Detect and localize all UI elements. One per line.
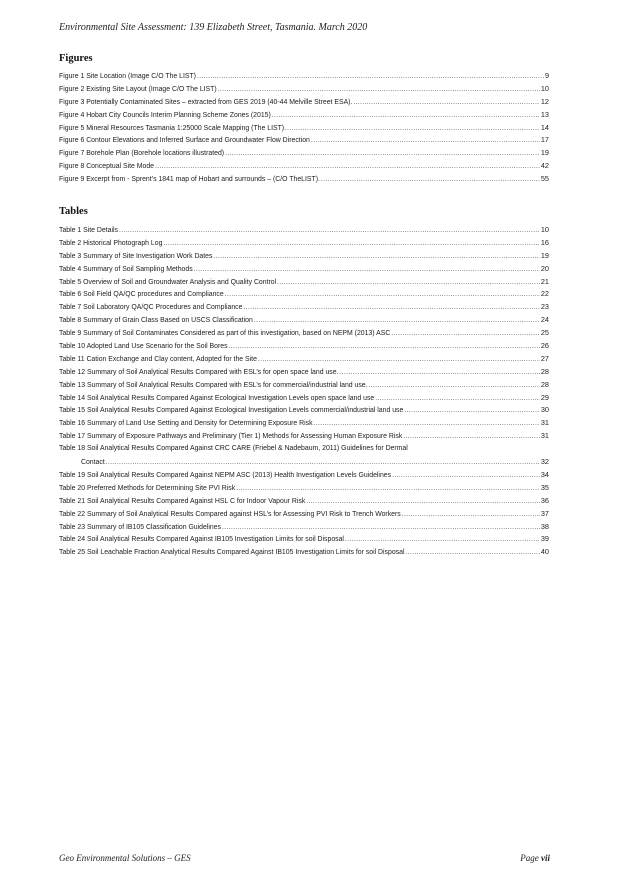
dot-leader (402, 509, 540, 522)
dot-leader (119, 225, 540, 238)
toc-entry-link[interactable] (59, 70, 549, 83)
toc-entry-page: 19 (540, 148, 549, 158)
toc-entry-link[interactable] (59, 288, 549, 301)
toc-entry-label: Table 8 Summary of Grain Class Based on USCS Classification (59, 317, 253, 325)
toc-entry-link[interactable] (59, 327, 549, 340)
dot-leader (225, 289, 540, 302)
footer-page-prefix: Page (520, 853, 539, 863)
toc-entry-label: Table 3 Summary of Site Investigation Work Dates (59, 252, 213, 260)
dot-leader (218, 84, 540, 97)
dot-leader (353, 97, 540, 110)
toc-entry-page: 31 (540, 431, 549, 441)
toc-entry-link[interactable] (59, 134, 549, 147)
toc-entry-link[interactable] (59, 340, 549, 353)
toc-entry-page: 28 (540, 366, 549, 376)
toc-entry-page: 28 (540, 379, 549, 389)
toc-entry-label: Figure 9 Excerpt from - Sprent’s 1841 map of Hobart and surrounds – (C/O TheLIST). (59, 176, 320, 184)
toc-entry-label: Table 9 Summary of Soil Contaminates Considered as part of this investigation, based on NEPM (2013) ASC (59, 330, 391, 338)
toc-entry-label: Table 7 Soil Laboratory QA/QC Procedures and Compliance (59, 304, 243, 312)
dot-leader (392, 470, 540, 483)
toc-entry-link[interactable] (59, 379, 549, 392)
toc-entry-label: Table 6 Soil Field QA/QC procedures and Compliance (59, 291, 224, 299)
toc-entry-link[interactable] (59, 521, 549, 534)
toc-entry-page: 32 (540, 457, 549, 467)
toc-entry-label: Table 13 Summary of Soil Analytical Results Compared with ESL’s for commercial/industrial land use. (59, 381, 368, 389)
footer-page-number (520, 853, 550, 863)
toc-entry-label: Table 11 Cation Exchange and Clay content, Adopted for the Site (59, 355, 257, 363)
dot-leader (404, 405, 540, 418)
toc-entry-label: Table 1 Site Details (59, 227, 118, 234)
toc-entry-link[interactable] (59, 173, 549, 186)
toc-entry-link[interactable] (59, 404, 549, 417)
toc-entry-label: Figure 2 Existing Site Layout (Image C/O The LIST) (59, 85, 217, 93)
dot-leader (225, 148, 540, 161)
dot-leader (229, 341, 540, 354)
toc-entry-link[interactable] (59, 546, 549, 559)
dot-leader (321, 174, 540, 187)
dot-leader (345, 534, 540, 547)
toc-entry-label: Table 22 Summary of Soil Analytical Results Compared against HSL’s for Assessing PVI Risk to Trench Workers (59, 510, 401, 518)
toc-entry-link[interactable] (59, 301, 549, 314)
toc-entry-label: Table 14 Soil Analytical Results Compared Against Ecological Investigation Levels open space land use (59, 394, 375, 402)
toc-entry-link[interactable] (59, 276, 549, 289)
tables-heading: Tables (59, 206, 88, 217)
toc-entry-link[interactable] (59, 392, 549, 405)
toc-entry-page: 36 (540, 495, 549, 505)
toc-entry-label: Table 2 Historical Photograph Log (59, 239, 163, 247)
toc-entry-link[interactable] (59, 122, 549, 135)
page-header: Environmental Site Assessment: 139 Elizabeth Street, Tasmania. March 2020 (59, 22, 368, 33)
dot-leader (243, 302, 539, 315)
toc-entry-link[interactable] (59, 469, 549, 482)
toc-entry-page: 10 (540, 83, 549, 93)
toc-entry-page: 25 (540, 328, 549, 338)
dot-leader (163, 238, 539, 251)
toc-entry-page: 21 (540, 276, 549, 286)
dot-leader (197, 71, 544, 84)
toc-entry-page: 19 (540, 250, 549, 260)
toc-entry-page: 34 (540, 469, 549, 479)
toc-entry-label: Table 25 Soil Leachable Fraction Analytical Results Compared Against IB105 Investigation Limits for soil Disposal (59, 549, 405, 557)
toc-entry-page: 35 (540, 482, 549, 492)
toc-entry-link[interactable] (59, 508, 549, 521)
toc-entry-label: Table 24 Soil Analytical Results Compared Against IB105 Investigation Limits for soil Disposal (59, 536, 344, 544)
dot-leader (254, 315, 540, 328)
toc-entry-label: Table 20 Preferred Methods for Determining Site PVI Risk (59, 484, 236, 492)
toc-entry-label-continued: Contact (81, 459, 105, 467)
toc-entry-page: 20 (540, 263, 549, 273)
toc-entry-page: 37 (540, 508, 549, 518)
toc-entry-link[interactable] (59, 366, 549, 379)
dot-leader (222, 522, 540, 535)
toc-entry-label: Figure 8 Conceptual Site Mode (59, 163, 154, 171)
toc-entry-page: 12 (540, 96, 549, 106)
toc-entry-page: 29 (540, 392, 549, 402)
toc-entry-link[interactable] (59, 533, 549, 546)
toc-entry-link[interactable] (59, 237, 549, 250)
toc-entry-link[interactable] (59, 109, 549, 122)
toc-entry-page: 23 (540, 302, 549, 312)
toc-entry-page: 42 (540, 161, 549, 171)
dot-leader (391, 328, 540, 341)
toc-entry-page: 39 (540, 534, 549, 544)
footer-page-value: vii (541, 853, 550, 863)
footer-company: Geo Environmental Solutions – GES (59, 853, 191, 863)
toc-entry-label: Figure 6 Contour Elevations and Inferred Surface and Groundwater Flow Direction (59, 137, 310, 145)
dot-leader (194, 264, 540, 277)
figures-list (59, 70, 549, 186)
toc-entry-label: Figure 3 Potentially Contaminated Sites – extracted from GES 2019 (40-44 Melville Street ESA). (59, 98, 353, 106)
dot-leader (277, 277, 540, 290)
toc-entry-link[interactable] (59, 250, 549, 263)
dot-leader (339, 367, 539, 380)
toc-entry-link[interactable] (59, 430, 549, 443)
toc-entry-link[interactable] (59, 417, 549, 430)
toc-entry-page: 13 (540, 109, 549, 119)
toc-entry-page: 17 (540, 135, 549, 145)
toc-entry-page: 14 (540, 122, 549, 132)
toc-entry-link[interactable] (59, 482, 549, 495)
toc-entry-page: 38 (540, 521, 549, 531)
dot-leader (272, 110, 540, 123)
toc-entry-label: Table 4 Summary of Soil Sampling Methods (59, 265, 193, 273)
toc-entry-page: 26 (540, 341, 549, 351)
toc-entry-page: 55 (540, 174, 549, 184)
toc-entry-link[interactable] (59, 263, 549, 276)
dot-leader (213, 251, 539, 264)
dot-leader (375, 393, 540, 406)
dot-leader (106, 457, 540, 470)
toc-entry-page: 31 (540, 418, 549, 428)
toc-entry-page: 30 (540, 405, 549, 415)
toc-entry-label: Table 15 Soil Analytical Results Compared Against Ecological Investigation Levels commercial/industrial land use (59, 407, 404, 415)
toc-entry-label: Figure 5 Mineral Resources Tasmania 1:25000 Scale Mapping (The LIST). (59, 124, 286, 132)
dot-leader (369, 380, 540, 393)
toc-entry-link[interactable] (59, 147, 549, 160)
dot-leader (311, 135, 540, 148)
dot-leader (155, 161, 540, 174)
toc-entry-link[interactable] (59, 96, 549, 109)
toc-entry-page: 24 (540, 315, 549, 325)
toc-entry-page: 22 (540, 289, 549, 299)
toc-entry-page: 16 (540, 237, 549, 247)
toc-entry-label: Table 17 Summary of Exposure Pathways and Preliminary (Tier 1) Methods for Assessing Human Exposure Risk (59, 433, 403, 441)
toc-entry-link[interactable] (59, 83, 549, 96)
tables-list (59, 224, 549, 559)
toc-entry-label: Table 5 Overview of Soil and Groundwater Analysis and Quality Control (59, 278, 277, 286)
dot-leader (287, 123, 540, 136)
toc-entry-link[interactable] (59, 314, 549, 327)
dot-leader (314, 418, 540, 431)
toc-entry-label: Figure 4 Hobart City Councils Interim Planning Scheme Zones (2015) (59, 111, 271, 119)
dot-leader (236, 483, 540, 496)
toc-entry-label: Table 18 Soil Analytical Results Compared Against CRC CARE (Friebel & Nadebaum, 2011) Guidelines for Dermal (59, 445, 408, 453)
toc-entry-link[interactable] (59, 353, 549, 366)
toc-entry-label: Table 12 Summary of Soil Analytical Results Compared with ESL’s for open space land use. (59, 368, 339, 376)
toc-entry-page: 27 (540, 353, 549, 363)
toc-entry-link[interactable] (59, 160, 549, 173)
toc-entry-page: 40 (540, 547, 549, 557)
dot-leader (405, 547, 539, 560)
toc-entry-label: Table 16 Summary of Land Use Setting and Density for Determining Exposure Risk (59, 420, 313, 428)
toc-entry-label: Table 21 Soil Analytical Results Compared Against HSL C for Indoor Vapour Risk (59, 497, 306, 505)
toc-entry-label: Figure 7 Borehole Plan (Borehole locations illustrated) (59, 150, 225, 158)
toc-entry-page: 10 (540, 225, 549, 234)
toc-entry-link[interactable] (59, 224, 549, 237)
toc-entry-page: 9 (544, 71, 549, 80)
dot-leader (306, 496, 540, 509)
figures-heading: Figures (59, 53, 93, 64)
dot-leader (258, 354, 540, 367)
toc-entry-label: Table 19 Soil Analytical Results Compared Against NEPM ASC (2013) Health Investigation Levels Guidelines (59, 471, 392, 479)
toc-entry-label: Table 23 Summary of IB105 Classification Guidelines (59, 523, 222, 531)
toc-entry-link[interactable] (59, 443, 549, 469)
toc-entry-label: Figure 1 Site Location (Image C/O The LIST) (59, 73, 196, 80)
toc-entry-label: Table 10 Adopted Land Use Scenario for the Soil Bores (59, 343, 228, 351)
dot-leader (403, 431, 540, 444)
toc-entry-link[interactable] (59, 495, 549, 508)
